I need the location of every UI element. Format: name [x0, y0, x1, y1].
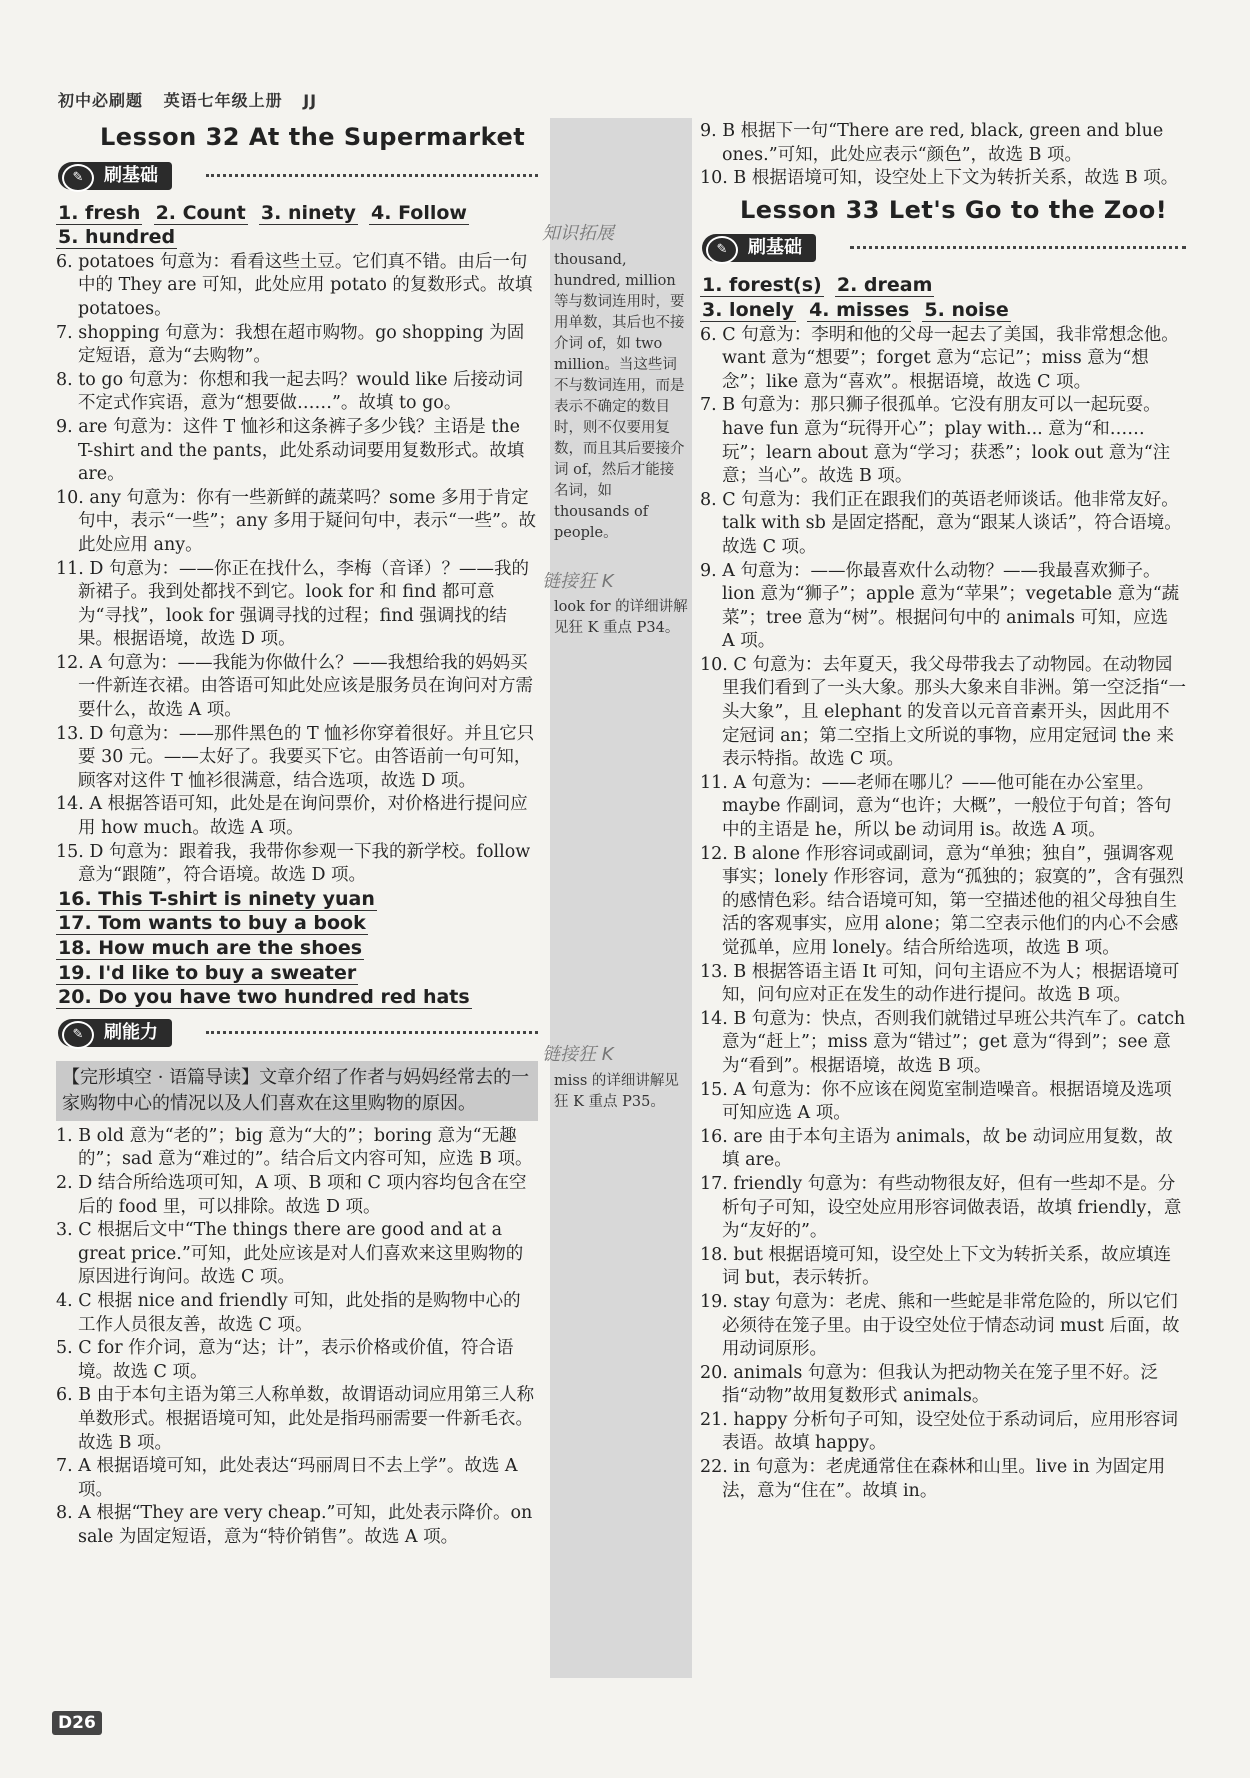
answer-item: 17. friendly 句意为：有些动物很友好，但有一些却不是。分析句子可知，设空处应用形容词做表语，故填 friendly，意为“友好的”。: [700, 1173, 1182, 1242]
answer-item: 19. stay 句意为：老虎、熊和一些蛇是非常危险的，所以它们必须待在笼子里。由于设空处位于情态动词 must 后面，故用动词原形。: [700, 1291, 1180, 1360]
answer-item: 18. but 根据语境可知，设空处上下文为转折关系，故应填连词 but，表示转折。: [700, 1244, 1171, 1289]
answer-item: 14. B 句意为：快点，否则我们就错过早班公共汽车了。catch 意为“赶上”；miss 意为“错过”；get 意为“得到”；see 意为“看到”。根据语境，故选 B 项。: [700, 1008, 1186, 1076]
answer-item: 8. C 句意为：我们正在跟我们的英语老师谈话。他非常友好。talk with sb 是固定搭配，意为“跟某人谈话”，符合语境。故选 C 项。: [700, 489, 1182, 557]
answer-item: 9. B 根据下一句“There are red, black, green and blue ones.”可知，此处应表示“颜色”，故选 B 项。: [700, 121, 1164, 165]
book-subject: 英语七年级上册: [163, 91, 283, 110]
basic-section-header: [700, 232, 1186, 268]
answer-item: 13. D 句意为：——那件黑色的 T 恤衫你穿着很好。并且它只要 30 元。——太好了。我要买下它。由答语前一句可知，顾客对这件 T 恤衫很满意，结合选项，故选 D 项。: [56, 723, 535, 791]
answer-item: 22. in 句意为：老虎通常住在森林和山里。live in 为固定用法，意为“住在”。故填 in。: [700, 1457, 1166, 1501]
book-icon: ✎: [706, 236, 738, 264]
basic-answer: 3. ninety: [260, 201, 356, 224]
section-label: 刷能力: [104, 1021, 158, 1043]
cloze-intro: 【完形填空 · 语篇导读】文章介绍了作者与妈妈经常去的一家购物中心的情况以及人们喜欢在这里购物的原因。: [56, 1061, 538, 1121]
section-label: 刷基础: [104, 164, 158, 186]
cloze-item: 6. B 由于本句主语为第三人称单数，故谓语动词应用第三人称单数形式。根据语境可知，此处是指玛丽需要一件新毛衣。故选 B 项。: [56, 1385, 535, 1453]
dotted-divider: [850, 246, 1186, 249]
answer-item: 9. are 句意为：这件 T 恤衫和这条裤子多少钱？主语是 the T-shirt and the pants，此处系动词要用复数形式。故填 are。: [56, 416, 525, 485]
answer-item: 15. A 句意为：你不应该在阅览室制造噪音。根据语境及选项可知应选 A 项。: [700, 1079, 1172, 1124]
cloze-item: 8. A 根据“They are very cheap.”可知，此处表示降价。on sale 为固定短语，意为“特价销售”。故选 A 项。: [56, 1503, 533, 1547]
book-edition: JJ: [303, 91, 318, 110]
basic-answer: 1. forest(s): [702, 274, 822, 297]
basic-answer: 4. Follow: [371, 201, 467, 224]
answer-item: 10. C 句意为：去年夏天，我父母带我去了动物园。在动物园里我们看到了一头大象。那头大象来自非洲。第一空泛指“一头大象”，且 elephant 的发音以元音音素开头，因此用不定冠词 an；第二空指上文所说的事物，应用定冠词 the 来表示特指。故选 C 项。: [700, 654, 1186, 770]
answer-item: 14. A 根据答语可知，此处是在询问票价，对价格进行提问应用 how much。故选 A 项。: [56, 794, 528, 839]
basic-answer: 3. lonely: [702, 298, 794, 321]
basic-answer: 5. hundred: [58, 226, 176, 249]
answer-item: 7. B 句意为：那只狮子很孤单。它没有朋友可以一起玩耍。have fun 意为“玩得开心”；play with... 意为“和……玩”；learn about 意为“学习；获悉”；look out 意为“注意；当心”。故选 B 项。: [700, 395, 1171, 487]
basic-answer: 1. fresh: [58, 201, 141, 224]
book-icon: ✎: [62, 164, 94, 192]
answer-item: 9. A 句意为：——你最喜欢什么动物？——我最喜欢狮子。lion 意为“狮子”；apple 意为“苹果”；vegetable 意为“蔬菜”；tree 意为“树”。根据问句中的 animals 可知，应选 A 项。: [700, 560, 1180, 652]
basic-answers: [56, 202, 538, 227]
dotted-divider: [206, 1031, 538, 1034]
sentence-answer: 20. Do you have two hundred red hats: [58, 986, 470, 1009]
running-header: [58, 88, 331, 111]
basic-answer: 4. misses: [809, 298, 910, 321]
book-icon: ✎: [62, 1021, 94, 1049]
basic-section-header: [56, 160, 538, 196]
sentence-answer: 17. Tom wants to buy a book: [58, 912, 366, 935]
answer-item: 12. A 句意为：——我能为你做什么？——我想给我的妈妈买一件新连衣裙。由答语可知此处应该是服务员在询问对方需要什么，故选 A 项。: [56, 652, 533, 721]
answer-item: 13. B 根据答语主语 It 可知，问句主语应不为人；根据语境可知，问句应对正在发生的动作进行提问。故选 B 项。: [700, 961, 1180, 1006]
right-column: [700, 120, 1186, 1503]
sentence-answer: 16. This T-shirt is ninety yuan: [58, 887, 375, 910]
answer-item: 10. any 句意为：你有一些新鲜的蔬菜吗？some 多用于肯定句中，表示“一些”；any 多用于疑问句中，表示“一些”。故此处应用 any。: [56, 487, 536, 555]
cloze-item: 2. D 结合所给选项可知，A 项、B 项和 C 项内容均包含在空后的 food 里，可以排除。故选 D 项。: [56, 1172, 527, 1217]
knowledge-extension-title: 知识拓展: [542, 223, 614, 244]
basic-answer: 2. Count: [155, 201, 246, 224]
section-label: 刷基础: [748, 237, 802, 259]
basic-answer: 5. noise: [924, 298, 1009, 321]
cloze-item: 1. B old 意为“老的”；big 意为“大的”；boring 意为“无趣的”；sad 意为“难过的”。结合后文内容可知，应选 B 项。: [56, 1125, 533, 1170]
answer-item: 10. B 根据语境可知，设空处上下文为转折关系，故选 B 项。: [700, 168, 1179, 189]
knowledge-extension-text: thousand, hundred, million 等与数词连用时，要用单数，其后也不接介词 of，如 two million。当这些词不与数词连用，而是表示不确定的数目时，则不仅要用复数，而且其后要接介词 of，然后才能接名词，如 thousands of people。: [554, 251, 685, 541]
answer-item: 21. happy 分析句子可知，设空处位于系动词后，应用形容词表语。故填 happy。: [700, 1409, 1178, 1454]
answer-item: 6. potatoes 句意为：看看这些土豆。它们真不错。由后一句中的 They are 可知，此处应用 potato 的复数形式。故填 potatoes。: [56, 251, 533, 319]
side-notes-column: [542, 118, 692, 1678]
link-title: 链接狂 K: [542, 1044, 614, 1066]
answer-item: 12. B alone 作形容词或副词，意为“单独；独自”，强调客观事实；lonely 作形容词，意为“孤独的；寂寞的”，含有强烈的感情色彩。结合语境可知，第一空描述他的祖父母独自生活的客观事实，应用 alone；第二空表示他们的内心不会感觉孤单，应用 lonely。结合所给选项，故选 B 项。: [700, 843, 1184, 958]
sentence-answer: 18. How much are the shoes: [58, 937, 363, 959]
cloze-item: 5. C for 作介词，意为“达；计”，表示价格或价值，符合语境。故选 C 项。: [56, 1338, 514, 1382]
answer-item: 8. to go 句意为：你想和我一起去吗？would like 后接动词不定式作宾语，意为“想要做……”。故填 to go。: [56, 369, 524, 414]
dotted-divider: [206, 174, 538, 177]
answer-item: 16. are 由于本句主语为 animals，故 be 动词应用复数，故填 are。: [700, 1126, 1173, 1171]
page-number: D26: [52, 1711, 102, 1735]
basic-answer: 2. dream: [836, 274, 933, 297]
answer-item: 20. animals 句意为：但我认为把动物关在笼子里不好。泛指“动物”故用复数形式 animals。: [700, 1362, 1158, 1407]
lesson-33-title: Lesson 33 Let's Go to the Zoo!: [740, 195, 1168, 224]
answer-item: 7. shopping 句意为：我想在超市购物。go shopping 为固定短语，意为“去购物”。: [56, 322, 525, 367]
link-title: 链接狂 K: [542, 570, 614, 592]
sentence-answer: 19. I'd like to buy a sweater: [58, 961, 357, 984]
cloze-item: 7. A 根据语境可知，此处表达“玛丽周日不去上学”。故选 A 项。: [56, 1456, 518, 1500]
ability-section-header: [56, 1017, 538, 1053]
link-text: look for 的详细讲解见狂 K 重点 P34。: [554, 599, 688, 637]
left-column: [56, 120, 538, 1549]
answer-item: 11. D 句意为：——你正在找什么，李梅（音译）？——我的新裙子。我到处都找不到它。look for 和 find 都可意为“寻找”，look for 强调寻找的过程；find 强调找的结果。根据语境，故选 D 项。: [56, 558, 529, 650]
answer-item: 15. D 句意为：跟着我，我带你参观一下我的新学校。follow 意为“跟随”，符合语境。故选 D 项。: [56, 841, 531, 886]
answer-item: 6. C 句意为：李明和他的父母一起去了美国，我非常想念他。want 意为“想要”；forget 意为“忘记”；miss 意为“想念”；like 意为“喜欢”。根据语境，故选 C 项。: [700, 324, 1179, 392]
cloze-item: 4. C 根据 nice and friendly 可知，此处指的是购物中心的工作人员很友善，故选 C 项。: [56, 1290, 521, 1335]
lesson-32-title: Lesson 32 At the Supermarket: [100, 123, 526, 151]
answer-item: 11. A 句意为：——老师在哪儿？——他可能在办公室里。maybe 作副词，意为“也许；大概”，一般位于句首；答句中的主语是 he，所以 be 动词用 is。故选 A 项。: [700, 772, 1172, 841]
link-text: miss 的详细讲解见狂 K 重点 P35。: [554, 1072, 679, 1110]
book-series: 初中必刷题: [58, 91, 144, 110]
cloze-item: 3. C 根据后文中“The things there are good and at a great price.”可知，此处应该是对人们喜欢来这里购物的原因进行询问。故选 C 项。: [56, 1220, 524, 1288]
